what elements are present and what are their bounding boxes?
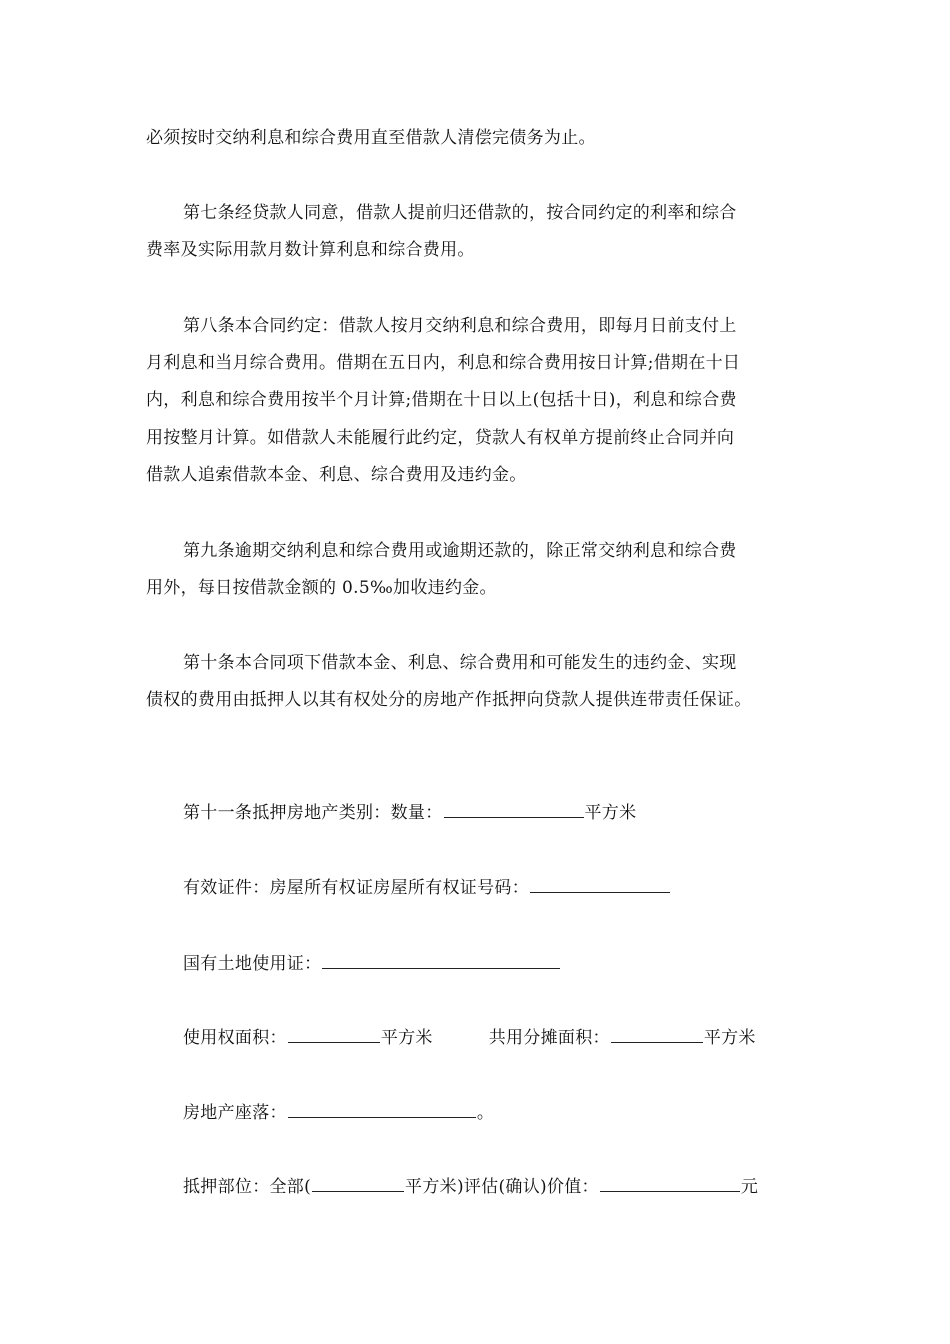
valuation-blank[interactable] <box>600 1175 740 1192</box>
usage-area-label: 使用权面积： <box>183 1028 287 1048</box>
currency-unit: 元 <box>740 1177 759 1197</box>
shared-area-blank[interactable] <box>611 1026 703 1043</box>
paragraph-line: 用按整月计算。如借款人未能履行此约定，贷款人有权单方提前终止合同并向 <box>146 428 735 448</box>
land-certificate-row <box>183 952 561 974</box>
mortgage-part-label: 抵押部位：全部( <box>183 1177 312 1197</box>
mortgage-area-blank[interactable] <box>312 1175 404 1192</box>
usage-area-blank[interactable] <box>288 1026 380 1043</box>
paragraph-line: 第十条本合同项下借款本金、利息、综合费用和可能发生的违约金、实现 <box>183 653 737 673</box>
paragraph-line: 必须按时交纳利息和综合费用直至借款人清偿完债务为止。 <box>146 128 596 148</box>
period-mark: 。 <box>476 1103 495 1123</box>
paragraph-line: 第八条本合同约定：借款人按月交纳利息和综合费用，即每月日前支付上 <box>183 316 737 336</box>
paragraph-line: 第七条经贷款人同意，借款人提前归还借款的，按合同约定的利率和综合 <box>183 203 737 223</box>
location-row <box>183 1101 494 1123</box>
mortgage-part-row <box>183 1175 758 1197</box>
paragraph-line: 债权的费用由抵押人以其有权处分的房地产作抵押向贷款人提供连带责任保证。 <box>146 690 752 710</box>
unit-label: 平方米 <box>703 1028 756 1048</box>
certificate-label: 有效证件：房屋所有权证房屋所有权证号码： <box>183 878 529 898</box>
land-certificate-blank[interactable] <box>322 952 560 969</box>
quantity-blank[interactable] <box>444 801 584 818</box>
location-label: 房地产座落： <box>183 1103 287 1123</box>
paragraph-line: 第九条逾期交纳利息和综合费用或逾期还款的，除正常交纳利息和综合费 <box>183 541 737 561</box>
paragraph-line: 用外，每日按借款金额的 0.5‰加收违约金。 <box>146 578 497 598</box>
certificate-number-blank[interactable] <box>530 876 670 893</box>
area-row <box>183 1026 756 1048</box>
paragraph-line: 内，利息和综合费用按半个月计算;借期在十日以上(包括十日)，利息和综合费 <box>146 390 737 410</box>
property-type-row <box>183 801 636 823</box>
location-blank[interactable] <box>288 1101 476 1118</box>
certificate-row <box>183 876 671 898</box>
unit-label: 平方米 <box>380 1028 433 1048</box>
unit-label: 平方米 <box>584 803 637 823</box>
shared-area-label: 共用分摊面积： <box>488 1028 610 1048</box>
paragraph-line: 月利息和当月综合费用。借期在五日内，利息和综合费用按日计算;借期在十日 <box>146 353 741 373</box>
land-certificate-label: 国有土地使用证： <box>183 954 322 974</box>
paragraph-line: 借款人追索借款本金、利息、综合费用及违约金。 <box>146 465 527 485</box>
property-type-label: 第十一条抵押房地产类别：数量： <box>183 803 443 823</box>
valuation-label: 平方米)评估(确认)价值： <box>405 1177 599 1197</box>
paragraph-line: 费率及实际用款月数计算利息和综合费用。 <box>146 240 475 260</box>
